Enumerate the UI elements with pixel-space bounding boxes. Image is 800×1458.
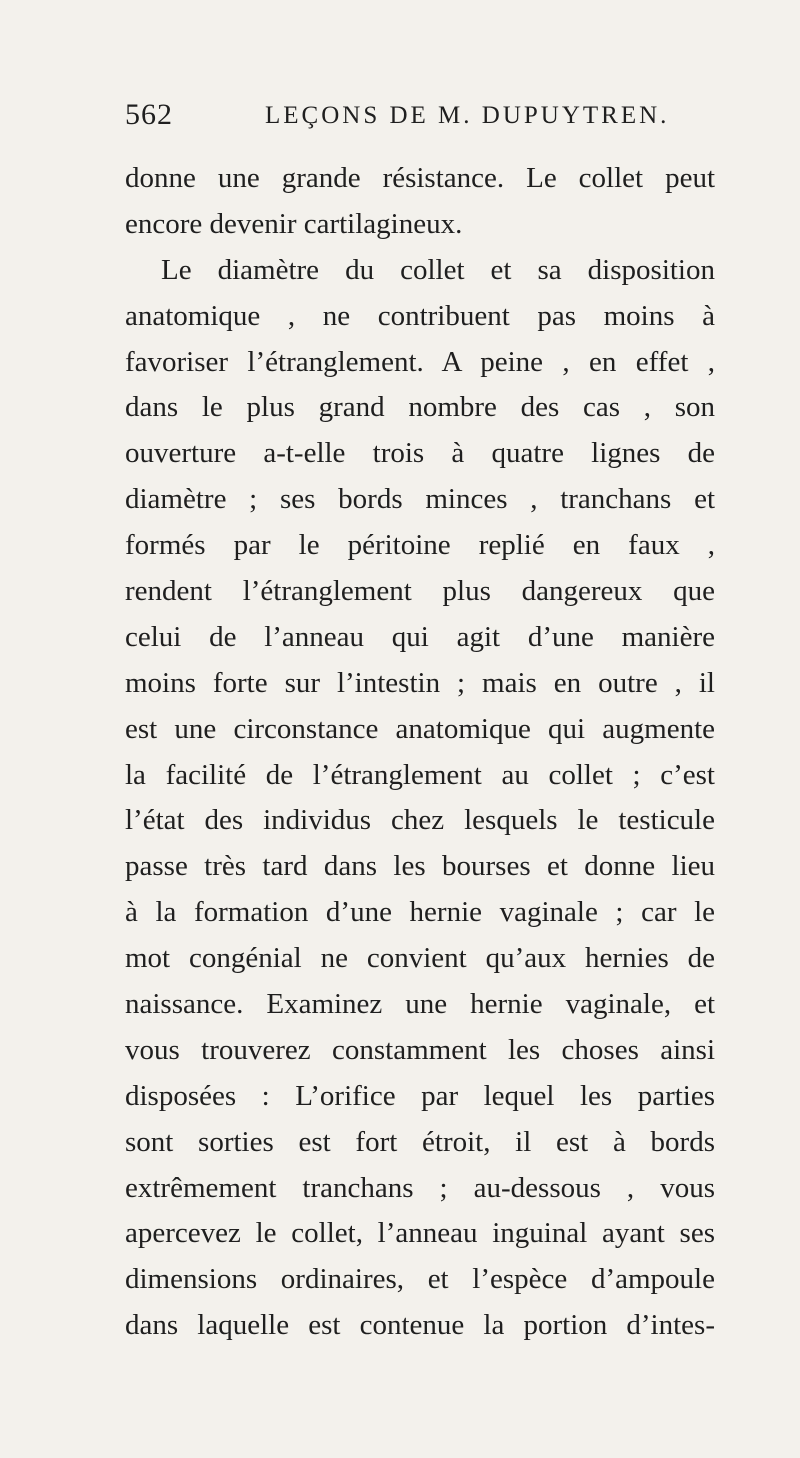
running-head: [125, 98, 685, 142]
text-line: celui de l’anneau qui agit d’une manière: [125, 620, 715, 653]
text-line: ouverture a-t-elle trois à quatre lignes de: [125, 437, 715, 470]
text-line: formés par le péritoine replié en faux ,: [125, 529, 715, 562]
text-line: mot congénial ne convient qu’aux hernies de: [125, 942, 715, 975]
text-line: rendent l’étranglement plus dangereux que: [125, 575, 715, 608]
text-line: dans le plus grand nombre des cas , son: [125, 391, 715, 424]
text-line: à la formation d’une hernie vaginale ; car le: [125, 896, 715, 929]
text-line: moins forte sur l’intestin ; mais en outre , il: [125, 666, 715, 699]
paragraph-start-line: Le diamètre du collet et sa disposition: [161, 253, 715, 286]
text-line: est une circonstance anatomique qui augmente: [125, 712, 715, 745]
text-line: la facilité de l’étranglement au collet ; c’est: [125, 758, 715, 791]
text-line: anatomique , ne contribuent pas moins à: [125, 299, 715, 332]
text-line: encore devenir cartilagineux.: [125, 207, 463, 240]
text-line: donne une grande résistance. Le collet peut: [125, 162, 715, 194]
text-line: favoriser l’étranglement. A peine , en effet ,: [125, 345, 715, 378]
text-line: passe très tard dans les bourses et donne lieu: [125, 850, 715, 883]
text-line: sont sorties est fort étroit, il est à bords: [125, 1125, 715, 1158]
text-line: apercevez le collet, l’anneau inguinal ayant ses: [125, 1217, 715, 1250]
text-line: disposées : L’orifice par lequel les parties: [125, 1079, 715, 1112]
text-line: vous trouverez constamment les choses ainsi: [125, 1033, 715, 1066]
text-line: naissance. Examinez une hernie vaginale, et: [125, 988, 715, 1021]
text-line: l’état des individus chez lesquels le testicule: [125, 804, 715, 837]
body-text: [125, 156, 715, 1349]
text-line: extrêmement tranchans ; au-dessous , vous: [125, 1171, 715, 1204]
text-line: diamètre ; ses bords minces , tranchans et: [125, 483, 715, 516]
page-number: 562: [125, 98, 173, 131]
text-line: dans laquelle est contenue la portion d’intes-: [125, 1309, 715, 1342]
text-line: dimensions ordinaires, et l’espèce d’ampoule: [125, 1263, 715, 1296]
running-title: LEÇONS DE M. DUPUYTREN.: [265, 102, 670, 129]
